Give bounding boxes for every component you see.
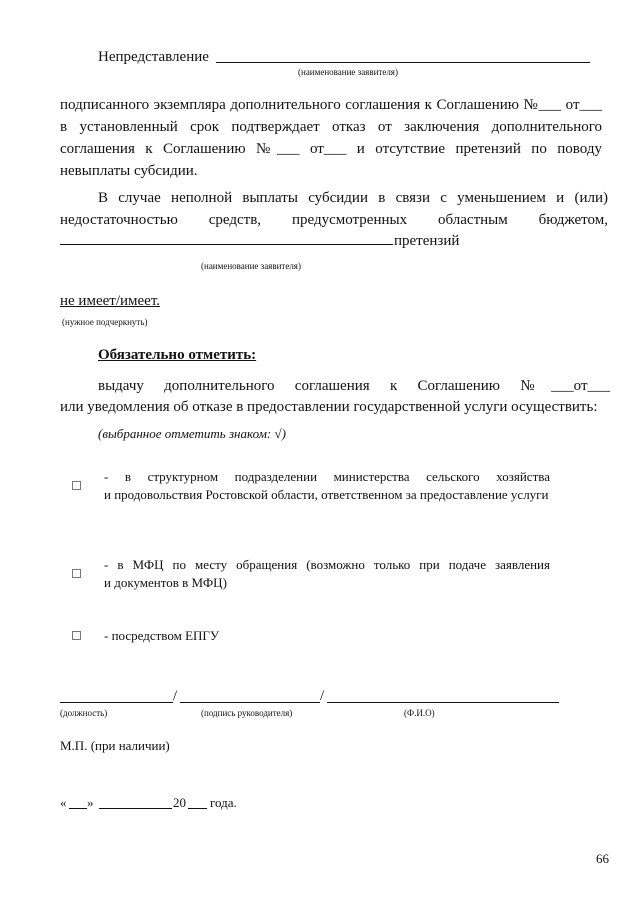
option-epgu-line1: - посредством ЕПГУ [104, 628, 220, 643]
header-label: Непредставление [98, 49, 209, 65]
para2-line2: недостаточностью средств, предусмотренных областным бюджетом, [60, 212, 608, 228]
option-mfc-line2: и документов в МФЦ) [104, 575, 227, 590]
applicant-name-line-2 [60, 244, 393, 245]
date-open-quote: « [60, 795, 67, 810]
date-month-line [99, 808, 172, 809]
mandatory-hint: (выбранное отметить знаком: √) [98, 426, 286, 441]
applicant-name-line [216, 62, 590, 63]
stamp-text: М.П. (при наличии) [60, 738, 170, 753]
para1-line2: в установленный срок подтверждает отказ от заключения дополнительного [60, 119, 602, 135]
choice-text: не имеет/имеет. [60, 293, 161, 309]
position-line [60, 702, 173, 703]
date-year-prefix: 20 [173, 795, 186, 810]
para1-line1: подписанного экземпляра дополнительного соглашения к Соглашению №___ от___ [60, 97, 602, 113]
option-checkbox-epgu[interactable] [72, 631, 81, 640]
para1-line3: соглашения к Соглашению №___ от___ и отсутствие претензий по поводу [60, 141, 602, 157]
date-day-line [69, 808, 87, 809]
date-year-suffix: года. [210, 795, 237, 810]
mandatory-title: Обязательно отметить: [98, 347, 257, 363]
date-close-quote: » [87, 795, 94, 810]
mandatory-line2: или уведомления об отказе в предоставлении государственной услуги осуществить: [60, 399, 598, 415]
option-structural-line1: - в структурном подразделении министерства сельского хозяйства [104, 469, 550, 484]
option-checkbox-mfc[interactable] [72, 569, 81, 578]
option-checkbox-structural[interactable] [72, 481, 81, 490]
full-name-line [327, 702, 559, 703]
page-number: 66 [596, 851, 609, 866]
choice-caption: (нужное подчеркнуть) [62, 317, 148, 327]
para1-line4: невыплаты субсидии. [60, 163, 198, 179]
para2-line1: В случае неполной выплаты субсидии в связи с уменьшением и (или) [98, 190, 608, 206]
caption-position: (должность) [60, 708, 108, 718]
date-year-line [188, 808, 207, 809]
option-mfc-line1: - в МФЦ по месту обращения (возможно только при подаче заявления [104, 557, 550, 572]
signature-slash-1: / [173, 688, 178, 704]
mandatory-line1: выдачу дополнительного соглашения к Соглашению №___от___ [98, 378, 610, 394]
caption-signature: (подпись руководителя) [201, 708, 293, 718]
signature-slash-2: / [320, 688, 325, 704]
header-caption: (наименование заявителя) [298, 67, 398, 77]
option-structural-line2: и продовольствия Ростовской области, ответственном за предоставление услуги [104, 487, 549, 502]
para2-caption: (наименование заявителя) [201, 261, 301, 271]
caption-name: (Ф.И.О) [404, 708, 435, 718]
signature-line [180, 702, 320, 703]
para2-line3-suffix: претензий [394, 233, 460, 249]
